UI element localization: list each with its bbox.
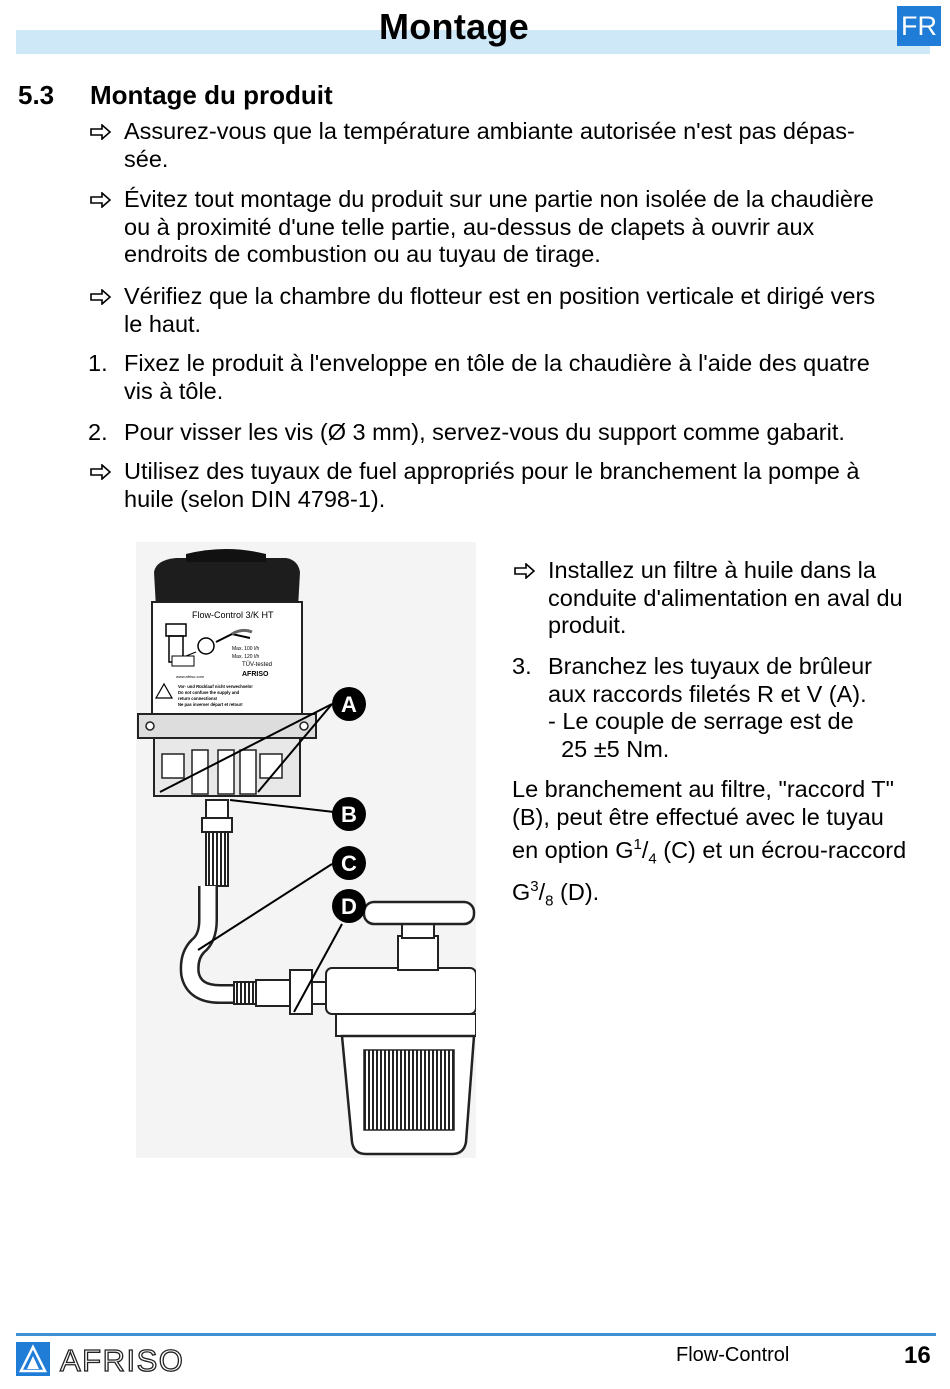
spec-line: Max. 100 l/h: [232, 646, 260, 652]
page-number: 16: [904, 1342, 931, 1369]
instruction-text: Évitez tout montage du produit sur une partie non isolée de la chaudière ou à proximité d'une telle partie, au-dessus de clapets à ouvrir aux endroits de combustion ou au tuyau de tirage.: [124, 186, 874, 267]
page-title: Montage: [378, 6, 530, 47]
paragraph-text: Le branchement au filtre, "raccord T" (B), peut être effectué avec le tuyau en option G: [512, 776, 894, 863]
svg-text:B: B: [341, 802, 357, 827]
step-number: 1.: [88, 350, 108, 376]
callout-b: [332, 797, 366, 831]
section-number: 5.3: [18, 80, 55, 110]
instruction-text: Installez un filtre à huile dans la conduite d'alimentation en aval du produit.: [548, 557, 903, 638]
paragraph-text: (D).: [553, 878, 600, 905]
afriso-logo: [16, 1342, 206, 1381]
site-label: www.afriso.com: [176, 674, 205, 679]
instruction-text: Utilisez des tuyaux de fuel appropriés pour le branchement la pompe à huile (selon DIN 4798-1).: [124, 458, 860, 512]
footer-product: Flow-Control: [676, 1344, 790, 1366]
instruction-text: Pour visser les vis (Ø 3 mm), servez-vous du support comme gabarit.: [124, 419, 845, 445]
callout-d: [332, 889, 366, 923]
svg-text:D: D: [341, 894, 357, 919]
connection-paragraph: [512, 776, 932, 915]
subscript: 4: [648, 850, 657, 868]
instruction-text: Fixez le produit à l'enveloppe en tôle de la chaudière à l'aide des quatre vis à tôle.: [124, 350, 870, 404]
subscript: 8: [545, 892, 554, 910]
callout-c: [332, 846, 366, 880]
svg-text:A: A: [341, 692, 357, 717]
installation-figure: [136, 542, 476, 1158]
instruction-text: Vérifiez que la chambre du flotteur est en position verticale et dirigé vers le haut.: [124, 283, 876, 337]
superscript: 3: [530, 878, 539, 896]
footer-brand: AFRISO: [60, 1343, 185, 1376]
warning-text: Do not confuse the supply and: [178, 690, 240, 695]
device-brand: AFRISO: [242, 671, 269, 678]
device-label: Flow-Control 3/K HT: [192, 610, 274, 620]
warning-text: Vor- und Rücklauf nicht verwechseln!: [178, 684, 253, 689]
callout-a: [332, 687, 366, 721]
svg-text:C: C: [341, 851, 357, 876]
tuv-label: TÜV-tested: [242, 662, 273, 668]
superscript: 1: [633, 836, 642, 853]
warning-text: return connections!: [178, 696, 218, 701]
step-number: 2.: [88, 419, 108, 445]
fraction-slash: /: [538, 878, 546, 905]
instruction-text: Branchez les tuyaux de brûleur aux raccords filetés R et V (A). - Le couple de serrage est de 25 ±5 Nm.: [548, 653, 872, 762]
fraction-slash: /: [641, 836, 649, 863]
language-badge: FR: [897, 6, 941, 46]
spec-line: Max. 120 l/h: [232, 654, 260, 660]
warning-text: Ne pas inverser départ et retour!: [178, 702, 243, 707]
section-title: Montage du produit: [90, 80, 333, 110]
paragraph-text: (C) et un écrou-raccord G: [512, 836, 907, 905]
step-number: 3.: [512, 653, 532, 679]
footer-rule: [16, 1333, 936, 1336]
instruction-text: Assurez-vous que la température ambiante autorisée n'est pas dépas- sée.: [124, 118, 855, 172]
